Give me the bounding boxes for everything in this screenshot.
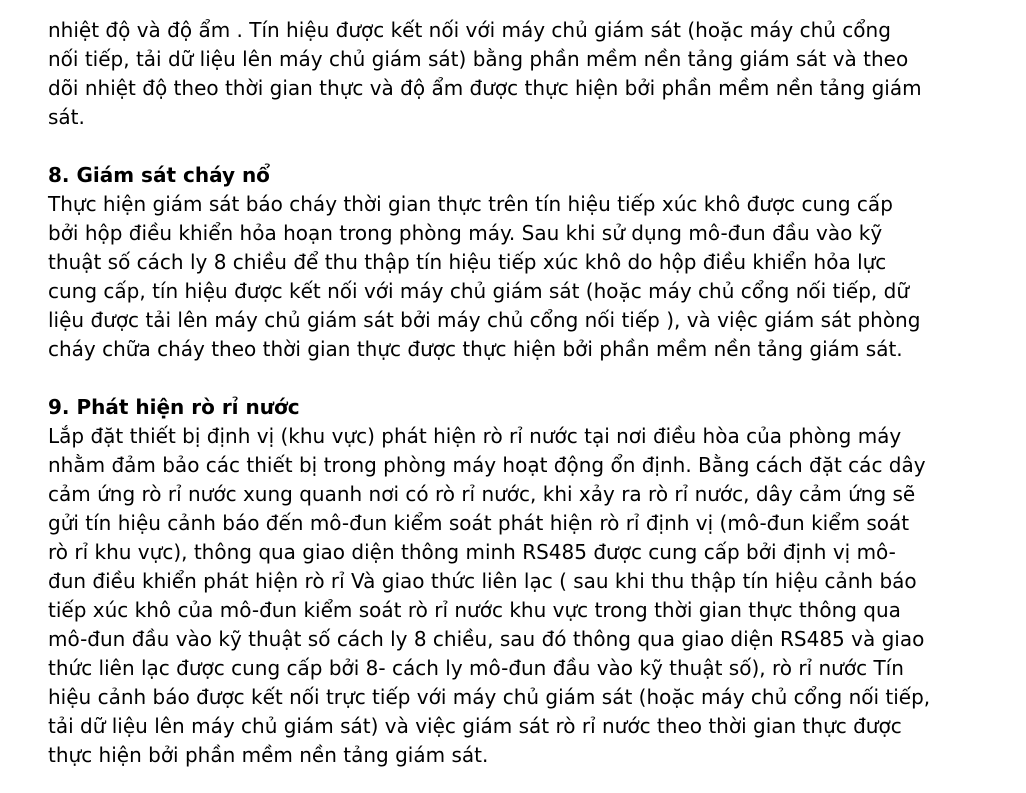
section-line: tải dữ liệu lên máy chủ giám sát) và việc giám sát rò rỉ nước theo thời gian thực được <box>48 714 902 738</box>
section-heading: 8. Giám sát cháy nổ <box>48 163 270 187</box>
section-line: cảm ứng rò rỉ nước xung quanh nơi có rò rỉ nước, khi xảy ra rò rỉ nước, dây cảm ứng sẽ <box>48 482 916 506</box>
section-line: hiệu cảnh báo được kết nối trực tiếp với máy chủ giám sát (hoặc máy chủ cổng nối tiếp, <box>48 685 931 709</box>
section-water-leak-detection <box>48 393 1008 770</box>
section-line: Thực hiện giám sát báo cháy thời gian thực trên tín hiệu tiếp xúc khô được cung cấp <box>48 192 893 216</box>
section-fire-monitoring <box>48 161 1008 364</box>
document-page <box>48 16 1008 770</box>
section-heading: 9. Phát hiện rò rỉ nước <box>48 395 300 419</box>
section-line: thức liên lạc được cung cấp bởi 8- cách ly mô-đun đầu vào kỹ thuật số), rò rỉ nước Tín <box>48 656 904 680</box>
section-line: tiếp xúc khô của mô-đun kiểm soát rò rỉ nước khu vực trong thời gian thực thông qua <box>48 598 901 622</box>
section-line: thuật số cách ly 8 chiều để thu thập tín hiệu tiếp xúc khô do hộp điều khiển hỏa lực <box>48 250 887 274</box>
section-line: liệu được tải lên máy chủ giám sát bởi máy chủ cổng nối tiếp ), và việc giám sát phòng <box>48 308 921 332</box>
section-line: mô-đun đầu vào kỹ thuật số cách ly 8 chiều, sau đó thông qua giao diện RS485 và giao <box>48 627 925 651</box>
section-line: Lắp đặt thiết bị định vị (khu vực) phát hiện rò rỉ nước tại nơi điều hòa của phòng máy <box>48 424 902 448</box>
section-line: gửi tín hiệu cảnh báo đến mô-đun kiểm soát phát hiện rò rỉ định vị (mô-đun kiểm soát <box>48 511 910 535</box>
section-line: thực hiện bởi phần mềm nền tảng giám sát. <box>48 743 489 767</box>
section-line: bởi hộp điều khiển hỏa hoạn trong phòng máy. Sau khi sử dụng mô-đun đầu vào kỹ <box>48 221 883 245</box>
intro-line: nối tiếp, tải dữ liệu lên máy chủ giám sát) bằng phần mềm nền tảng giám sát và theo <box>48 47 909 71</box>
intro-line: nhiệt độ và độ ẩm . Tín hiệu được kết nối với máy chủ giám sát (hoặc máy chủ cổng <box>48 18 891 42</box>
section-line: cháy chữa cháy theo thời gian thực được thực hiện bởi phần mềm nền tảng giám sát. <box>48 337 903 361</box>
section-line: nhằm đảm bảo các thiết bị trong phòng máy hoạt động ổn định. Bằng cách đặt các dây <box>48 453 926 477</box>
intro-line: sát. <box>48 105 85 129</box>
intro-paragraph <box>48 16 1008 132</box>
section-line: đun điều khiển phát hiện rò rỉ Và giao thức liên lạc ( sau khi thu thập tín hiệu cảnh báo <box>48 569 917 593</box>
intro-line: dõi nhiệt độ theo thời gian thực và độ ẩm được thực hiện bởi phần mềm nền tảng giám <box>48 76 922 100</box>
section-line: rò rỉ khu vực), thông qua giao diện thông minh RS485 được cung cấp bởi định vị mô- <box>48 540 896 564</box>
paragraph-spacer <box>48 132 1008 161</box>
section-line: cung cấp, tín hiệu được kết nối với máy chủ giám sát (hoặc máy chủ cổng nối tiếp, dữ <box>48 279 910 303</box>
paragraph-spacer <box>48 364 1008 393</box>
